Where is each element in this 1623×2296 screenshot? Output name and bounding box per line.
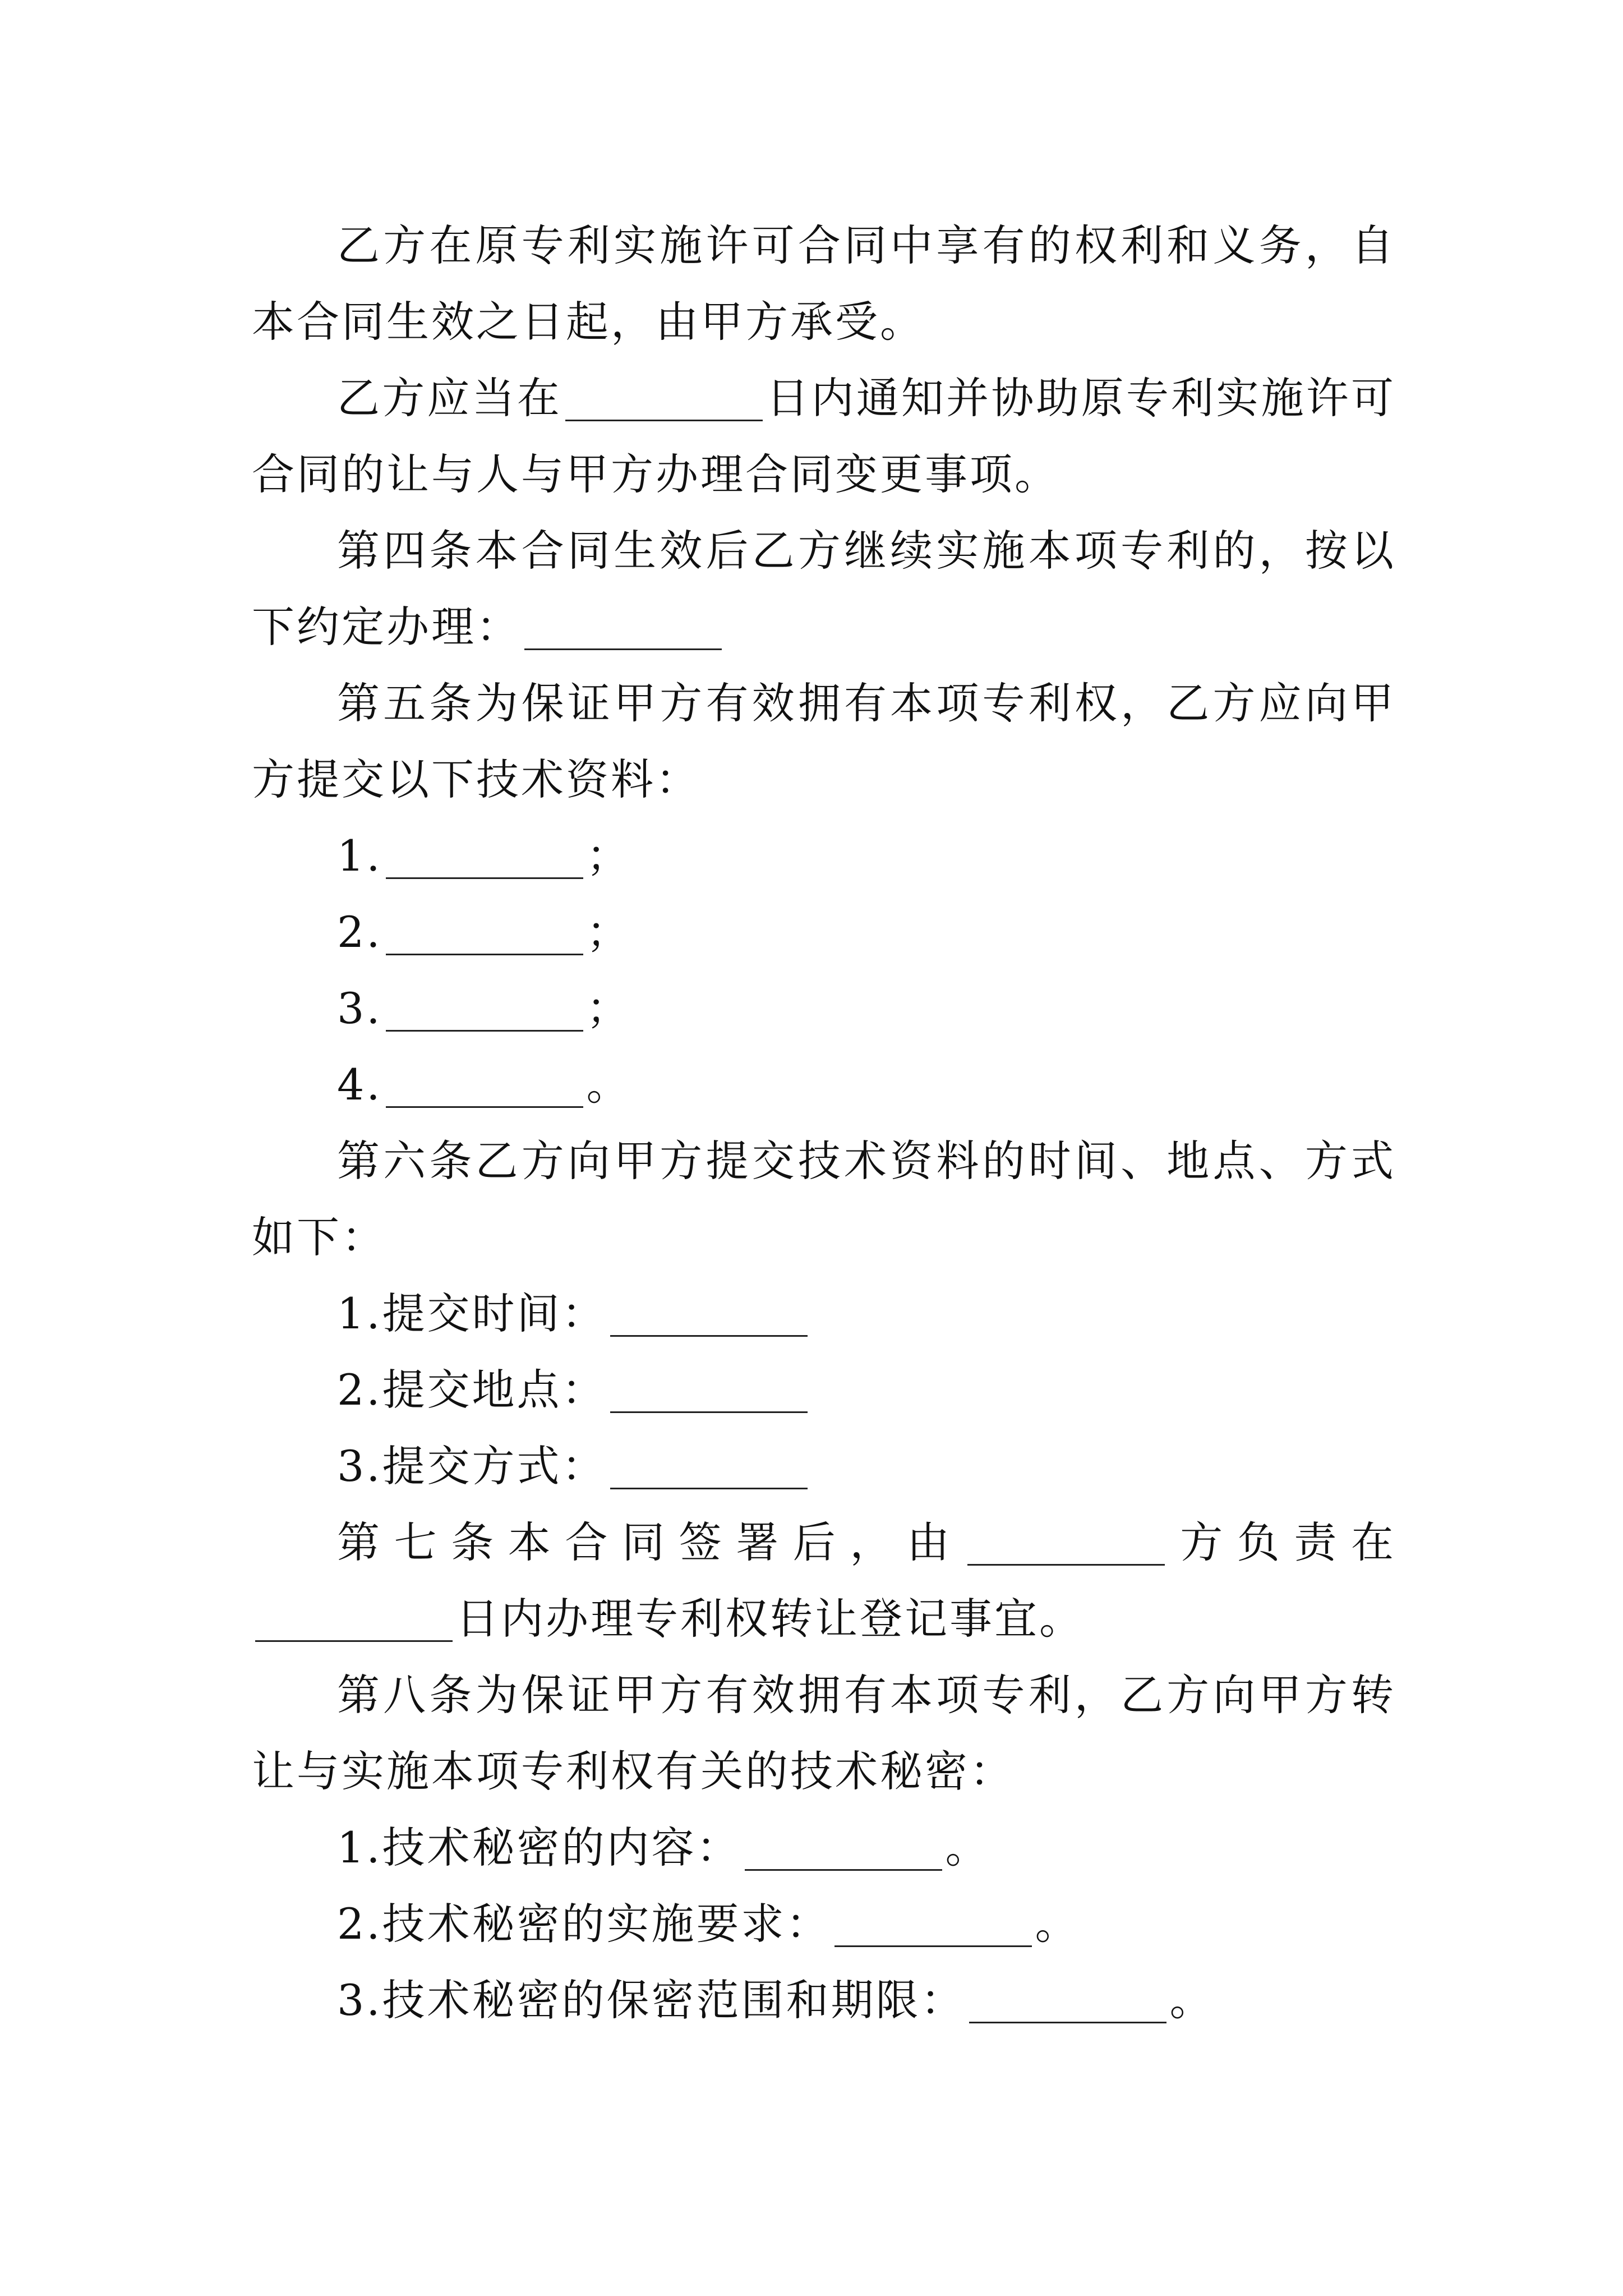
item-end: 。 <box>945 1823 990 1872</box>
paragraph-text: 日内办理专利权转让登记事宜。 <box>456 1594 1084 1644</box>
item-end: ； <box>586 831 631 881</box>
list-item <box>252 818 1396 894</box>
item-label: 2. <box>337 907 382 957</box>
item-end: ； <box>586 983 631 1033</box>
paragraph-text: 第六条乙方向甲方提交技术资料的时间、地点、方式如下： <box>252 1136 1396 1262</box>
paragraph-text: 第八条为保证甲方有效拥有本项专利，乙方向甲方转让与实施本项专利权有关的技术秘密： <box>252 1670 1396 1796</box>
blank-line <box>969 1975 1166 2024</box>
document-page <box>252 208 1396 2039</box>
item-label: 1. <box>337 831 382 881</box>
paragraph-article-4 <box>252 513 1396 665</box>
blank-line <box>610 1441 808 1490</box>
paragraph-article-5 <box>252 665 1396 818</box>
item-label: 3.技术秘密的保密范围和期限： <box>337 1975 966 2025</box>
item-label: 1.技术秘密的内容： <box>337 1823 741 1872</box>
paragraph-rights-transfer <box>252 208 1396 360</box>
blank-line <box>610 1289 808 1337</box>
paragraph-text: 第七条本合同签署后，由 <box>337 1517 964 1567</box>
list-item <box>252 1428 1396 1504</box>
paragraph-article-7 <box>252 1504 1396 1657</box>
list-item <box>252 1352 1396 1428</box>
item-label: 2.技术秘密的实施要求： <box>337 1899 831 1949</box>
paragraph-text: 方负责在 <box>1168 1517 1396 1567</box>
paragraph-text: 乙方应当在 <box>337 373 562 423</box>
blank-line <box>834 1899 1032 1948</box>
blank-line <box>386 1060 583 1108</box>
item-label: 1.提交时间： <box>337 1289 607 1338</box>
item-label: 4. <box>337 1060 382 1110</box>
blank-line <box>386 831 583 880</box>
paragraph-notify <box>252 360 1396 513</box>
list-item <box>252 1886 1396 1962</box>
blank-line <box>386 983 583 1032</box>
paragraph-text: 第四条本合同生效后乙方继续实施本项专利的，按以下约定办理： <box>252 526 1396 652</box>
list-item <box>252 894 1396 970</box>
blank-line <box>386 907 583 956</box>
blank-line <box>255 1594 453 1642</box>
list-item <box>252 970 1396 1047</box>
paragraph-text: 第五条为保证甲方有效拥有本项专利权，乙方应向甲方提交以下技术资料： <box>252 678 1396 804</box>
item-label: 3.提交方式： <box>337 1441 607 1491</box>
item-end: 。 <box>1169 1975 1215 2025</box>
blank-line <box>524 602 722 651</box>
paragraph-article-8 <box>252 1657 1396 1810</box>
blank-line <box>610 1365 808 1414</box>
list-item <box>252 1962 1396 2039</box>
item-end: ； <box>586 907 631 957</box>
paragraph-text: 日内通知并协助原专利实施许可合同的让与人与甲方办理合同变更事项。 <box>252 373 1396 499</box>
item-end: 。 <box>1035 1899 1080 1949</box>
blank-line <box>745 1823 942 1871</box>
paragraph-article-6 <box>252 1123 1396 1276</box>
blank-line <box>565 373 763 422</box>
list-item <box>252 1047 1396 1123</box>
list-item <box>252 1276 1396 1352</box>
blank-line <box>967 1517 1165 1566</box>
item-label: 2.提交地点： <box>337 1365 607 1415</box>
list-item <box>252 1810 1396 1886</box>
item-end: 。 <box>586 1060 631 1110</box>
paragraph-text: 乙方在原专利实施许可合同中享有的权利和义务，自本合同生效之日起，由甲方承受。 <box>252 220 1396 347</box>
item-label: 3. <box>337 983 382 1033</box>
